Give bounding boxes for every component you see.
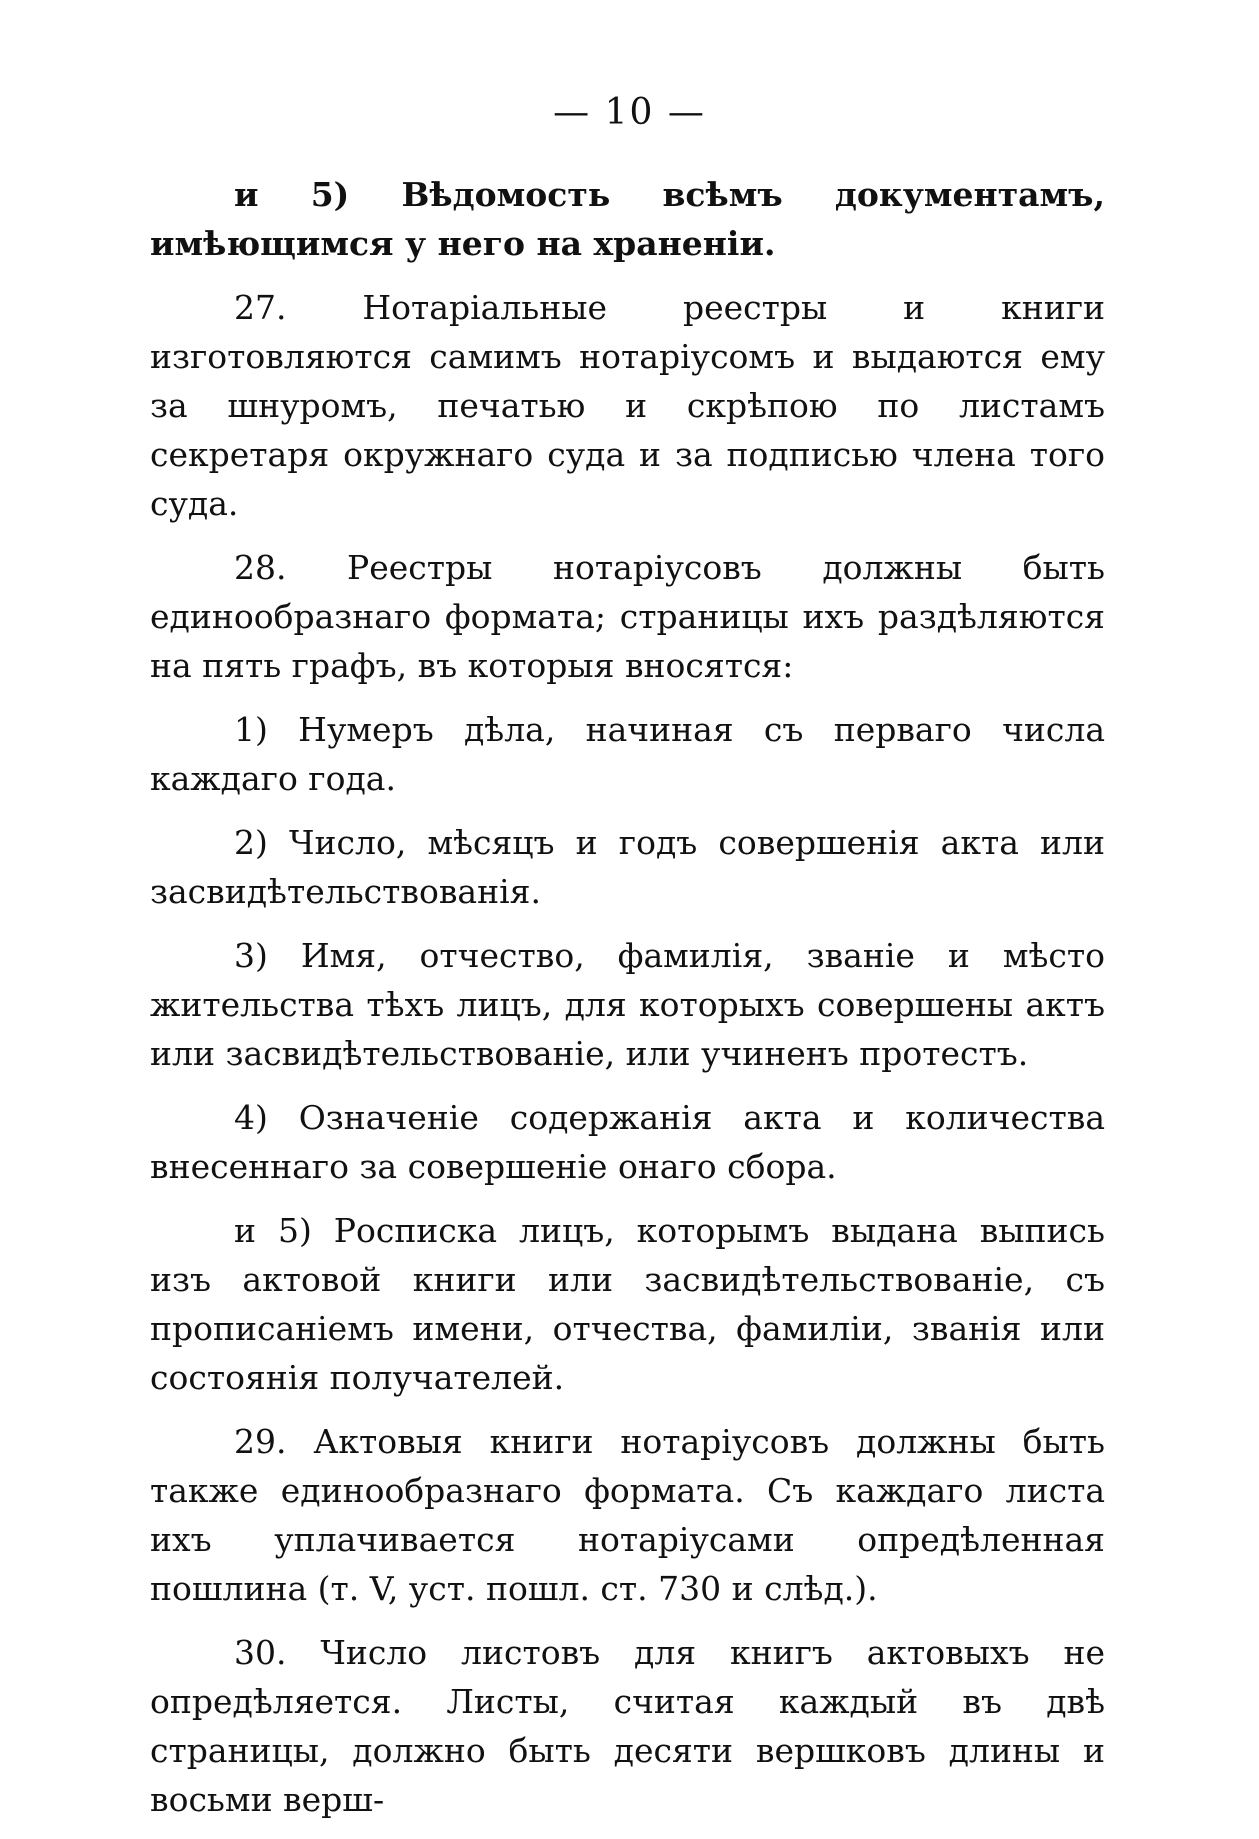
list-item-2: 2) Число, мѣсяцъ и годъ совершенія акта или засвидѣтельствованія. <box>150 823 1105 911</box>
paragraph-article-30: 30. Число листовъ для книгъ актовыхъ не опредѣляется. Листы, считая каждый въ двѣ страницы, должно быть десяти вершковъ длины и восьми верш- <box>150 1633 1105 1819</box>
paragraph-article-29: 29. Актовыя книги нотаріусовъ должны быть также единообразнаго формата. Съ каждаго листа ихъ уплачивается нотаріусами опредѣленная пошлина (т. V, уст. пошл. ст. 730 и слѣд.). <box>150 1422 1105 1608</box>
list-item-4: 4) Означеніе содержанія акта и количества внесеннаго за совершеніе онаго сбора. <box>150 1098 1105 1186</box>
paragraph-article-28: 28. Реестры нотаріусовъ должны быть единообразнаго формата; страницы ихъ раздѣляются на пять графъ, въ которыя вносятся: <box>150 548 1105 685</box>
body-text <box>150 170 1105 1839</box>
paragraph-inventory-of-documents: и 5) Вѣдомость всѣмъ документамъ, имѣющимся у него на храненіи. <box>150 175 1105 263</box>
page-number: — 10 — <box>553 92 706 133</box>
list-item-3: 3) Имя, отчество, фамилія, званіе и мѣсто жительства тѣхъ лицъ, для которыхъ совершены актъ или засвидѣтельствованіе, или учиненъ протестъ. <box>150 936 1105 1073</box>
paragraph-article-27: 27. Нотаріальные реестры и книги изготовляются самимъ нотаріусомъ и выдаются ему за шнуромъ, печатью и скрѣпою по листамъ секретаря окружнаго суда и за подписью члена того суда. <box>150 288 1105 523</box>
list-item-1: 1) Нумеръ дѣла, начиная съ перваго числа каждаго года. <box>150 710 1105 798</box>
list-item-5: и 5) Росписка лицъ, которымъ выдана выпись изъ актовой книги или засвидѣтельствованіе, съ прописаніемъ имени, отчества, фамиліи, званія или состоянія получателей. <box>150 1211 1105 1397</box>
